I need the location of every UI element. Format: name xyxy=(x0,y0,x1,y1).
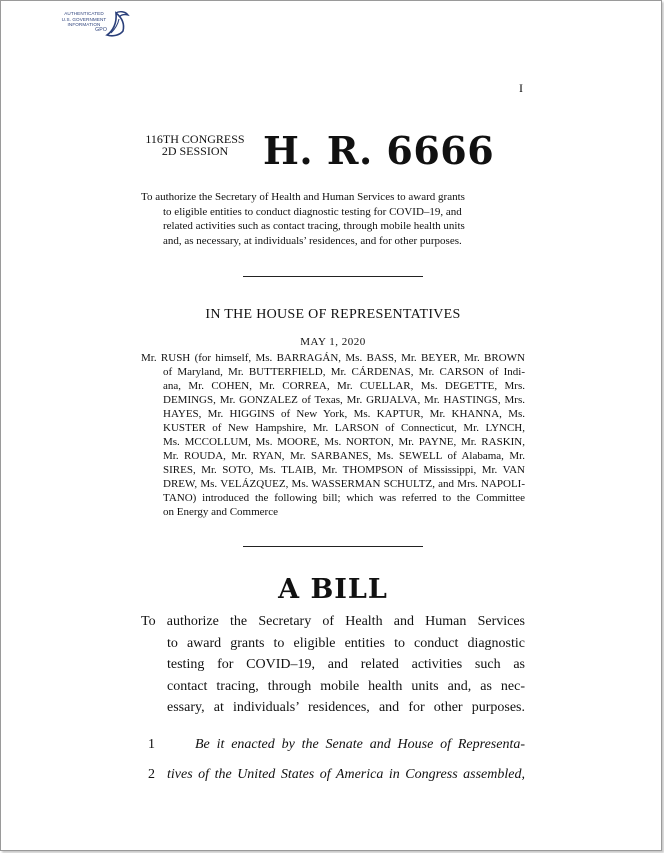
title-line: contact tracing, through mobile health units and, as nec- xyxy=(167,678,525,694)
gpo-authentication-logo xyxy=(59,9,139,43)
sponsors-line: Mr. ROUDA, Mr. RYAN, Mr. SARBANES, Ms. SEWELL of Alabama, Mr. xyxy=(163,450,525,462)
bill-title xyxy=(141,611,525,719)
sponsors-paragraph xyxy=(141,351,525,519)
line-text: Be it enacted by the Senate and House of Representa- xyxy=(195,737,525,752)
abstract-line: To authorize the Secretary of Health and Human Services to award grants xyxy=(141,191,465,203)
divider-rule xyxy=(243,276,423,277)
congress-session xyxy=(141,133,249,157)
sponsors-line: on Energy and Commerce xyxy=(163,506,278,518)
bill-abstract xyxy=(141,190,525,248)
sponsors-line: TANO) introduced the following bill; which was referred to the Committee xyxy=(163,492,525,504)
numbered-line xyxy=(141,730,525,760)
abstract-line: to eligible entities to conduct diagnostic testing for COVID–19, and xyxy=(163,205,462,218)
divider-rule xyxy=(243,546,423,547)
sponsors-line: Ms. MCCOLLUM, Ms. MOORE, Ms. NORTON, Mr. PAYNE, Mr. RASKIN, xyxy=(163,436,525,448)
page-number: I xyxy=(519,81,523,95)
abstract-line: and, as necessary, at individuals’ residences, and for other purposes. xyxy=(163,234,462,247)
logo-line: INFORMATION xyxy=(67,22,101,28)
line-number: 1 xyxy=(148,737,155,752)
congress-label: 116TH CONGRESS xyxy=(145,132,245,146)
enacting-clause xyxy=(141,730,525,790)
logo-line: U.S. GOVERNMENT xyxy=(61,16,107,22)
sponsors-line: DREW, Ms. VELÁZQUEZ, Ms. WASSERMAN SCHULTZ, and Mrs. NAPOLI- xyxy=(163,478,525,490)
sponsors-line: SIRES, Mr. SOTO, Ms. TLAIB, Mr. THOMPSON of Mississippi, Mr. VAN xyxy=(163,464,525,476)
sponsors-line: of Maryland, Mr. BUTTERFIELD, Mr. CÁRDENAS, Mr. CARSON of Indi- xyxy=(163,366,525,378)
gpo-logo-text xyxy=(59,11,109,33)
sponsors-line: DEMINGS, Mr. GONZALEZ of Texas, Mr. GRIJALVA, Mr. HASTINGS, Mrs. xyxy=(163,394,525,406)
sponsors-line: Mr. RUSH (for himself, Ms. BARRAGÁN, Ms. BASS, Mr. BEYER, Mr. BROWN xyxy=(141,352,525,364)
line-number: 2 xyxy=(148,767,155,782)
logo-line: GPO xyxy=(95,26,107,33)
chamber-heading: IN THE HOUSE OF REPRESENTATIVES xyxy=(205,307,461,322)
title-line: to award grants to eligible entities to conduct diagnostic xyxy=(167,635,525,651)
line-text: tives of the United States of America in Congress assembled, xyxy=(167,767,525,782)
title-line: essary, at individuals’ residences, and for other purposes. xyxy=(167,700,525,715)
sponsors-line: HAYES, Mr. HIGGINS of New York, Ms. KAPTUR, Mr. KHANNA, Ms. xyxy=(163,408,525,420)
title-line: testing for COVID–19, and related activities such as xyxy=(167,657,525,672)
abstract-line: related activities such as contact tracing, through mobile health units xyxy=(163,220,465,232)
session-label: 2D SESSION xyxy=(161,144,229,158)
logo-line: AUTHENTICATED xyxy=(64,11,104,16)
sponsors-line: KUSTER of New Hampshire, Mr. LARSON of Connecticut, Mr. LYNCH, xyxy=(163,422,525,434)
eagle-icon xyxy=(103,9,131,39)
title-line: To authorize the Secretary of Health and Human Services xyxy=(141,614,525,629)
introduction-date: MAY 1, 2020 xyxy=(300,336,366,348)
numbered-line xyxy=(141,760,525,790)
sponsors-line: ana, Mr. COHEN, Mr. CORREA, Mr. CUELLAR, Ms. DEGETTE, Mrs. xyxy=(163,380,525,392)
bill-heading: A BILL xyxy=(278,574,388,605)
bill-number: H. R. 6666 xyxy=(263,128,495,173)
